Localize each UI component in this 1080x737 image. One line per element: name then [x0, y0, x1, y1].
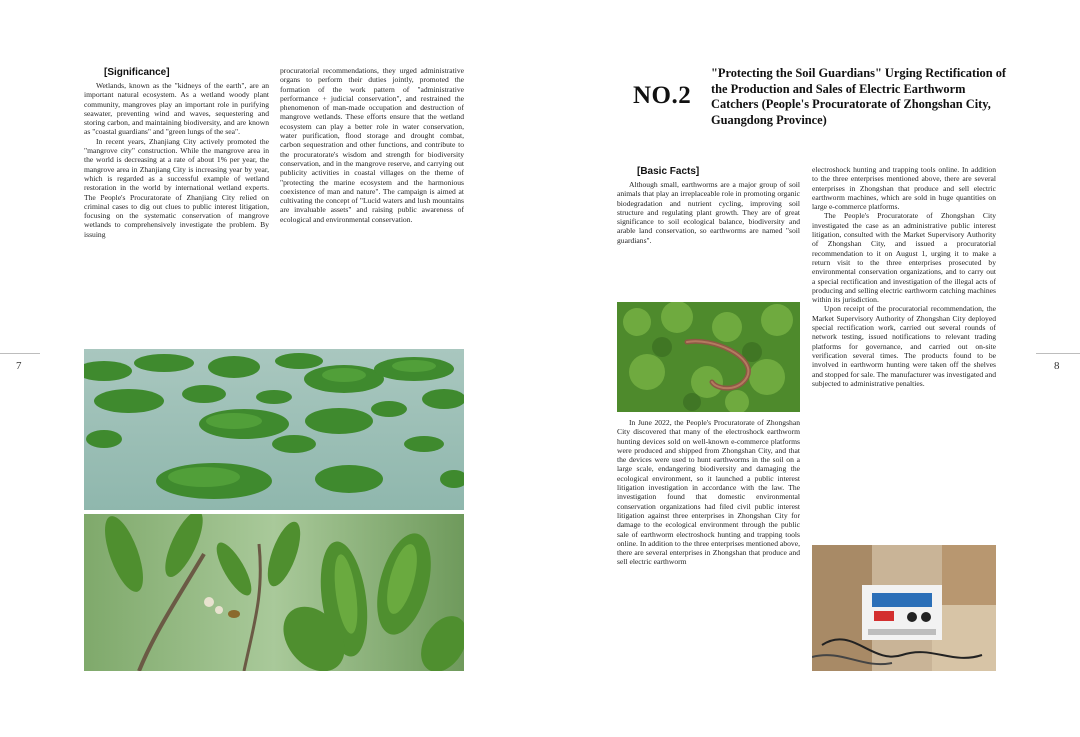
basic-facts-heading: [Basic Facts]: [637, 166, 700, 177]
article-column-3-lower: [617, 418, 800, 666]
page-number-left: 7: [16, 360, 22, 372]
page-rule-left: [0, 353, 40, 354]
article-paragraph: Although small, earthworms are a major group of soil animals that play an irreplaceable role in promoting organic biodegradation and nutrient cycling, improving soil structure and regulating plant growth. They are of great significance to soil ecological balance, biodiversity and arable land conservation, so earthworms are named "soil guardians".: [617, 180, 800, 245]
article-title: "Protecting the Soil Guardians" Urging Rectification of the Production and Sales of Electric Earthworm Catchers (People's Procuratorate of Zhongshan City, Guangdong Province): [711, 66, 1007, 127]
significance-column-1: [84, 66, 269, 344]
significance-paragraph: procuratorial recommendations, they urged administrative organs to perform their duties jointly, promoted the formation of the work pattern of "administrative performance + judicial conservation", and restrained the phenomenon of man-made occupation and destruction of mangrove wetlands. These efforts ensure that the wetland ecosystem can play a better role in water conservation, water purification, flood storage and drought combat, carbon sequestration and other functions, and contribute to the procuratorate's wisdom and strength for biodiversity conservation, and in the mangrove reserve, and carrying out publicity activities in coastal villages on the theme of "protecting the marine ecosystem and the harmonious coexistence of man and nature". The campaign is aimed at cultivating the concept of "Lucid waters and lush mountains are invaluable assets" and raising public awareness of ecological and environmental conservation.: [280, 66, 464, 224]
article-paragraph: The People's Procuratorate of Zhongshan City investigated the case as an administrative public interest litigation, consulted with the Market Supervisory Authority of Zhongshan City, and issued a procuratorial recommendation to it on August 1, urging it to make a return visit to the three enterprises prosecuted by environmental conservation organizations, and to carry out a special rectification and investigation of the illegal acts of producing and selling electric earthworm catching machines within its jurisdiction.: [812, 211, 996, 305]
mangrove-aerial-photo: [84, 349, 464, 510]
basic-facts-column: [617, 165, 800, 293]
article-paragraph: electroshock hunting and trapping tools online. In addition to the three enterprises mentioned above, there are several enterprises in Zhongshan that produce and sell electric earthworm machines, which are sold in huge quantities on large e-commerce platforms.: [812, 165, 996, 212]
significance-paragraph: In recent years, Zhanjiang City actively promoted the "mangrove city" construction. While the mangrove area in the world is decreasing at a rate of about 1% per year, the mangrove area in Zhanjiang City is increasing year by year, which is regarded as a successful example of wetland restoration in the world by international wetland experts. The People's Procuratorate of Zhanjiang City relied on criminal cases to dig out clues to public interest litigation, focusing on the systematic conservation of mangrove wetlands to comprehensively investigate the problem. By issuing: [84, 136, 269, 239]
significance-paragraph: Wetlands, known as the "kidneys of the earth", are an important natural ecosystem. As a wetland woody plant community, mangroves play an important role in purifying seawater, preventing wind and waves, sequestering and storing carbon, and maintaining biodiversity, and are known as "coastal guardians" and "green lungs of the sea".: [84, 81, 269, 137]
earthworm-photo: [617, 302, 800, 412]
mangrove-leaves-photo: [84, 514, 464, 671]
page-number-right: 8: [1054, 360, 1060, 372]
significance-heading: [Significance]: [104, 67, 170, 78]
significance-column-2: [280, 66, 464, 344]
article-number: NO.2: [633, 82, 692, 109]
article-paragraph: Upon receipt of the procuratorial recommendation, the Market Supervisory Authority of Zhongshan City deployed special rectification work, carried out several rounds of network testing, issued notifications to relevant trading platforms for governance, and carried out on-site verification several times. The products found to be involved in earthworm hunting were taken off the shelves and stopped for sale. The manufacturer was investigated and subjected to administrative penalties.: [812, 304, 996, 388]
electric-earthworm-catcher-photo: [812, 545, 996, 671]
page-rule-right: [1036, 353, 1080, 354]
article-paragraph: In June 2022, the People's Procuratorate of Zhongshan City discovered that many of the electroshock earthworm hunting devices sold on well-known e-commerce platforms were produced and shipped from Zhongshan City, and that the devices were used to hunt earthworms in the soil on a large scale, endangering biodiversity and damaging the ecological environment, so it launched a public interest litigation investigation in accordance with the law. The investigation found that domestic environmental conservation organizations had filed civil public interest litigation against three enterprises in Zhongshan City for damage to the ecological environment through the public sale of earthworm electroshock hunting and trapping tools online. In addition to the three enterprises mentioned above, there are several enterprises in Zhongshan that produce and sell electric earthworm: [617, 418, 800, 567]
article-column-4: [812, 165, 996, 533]
